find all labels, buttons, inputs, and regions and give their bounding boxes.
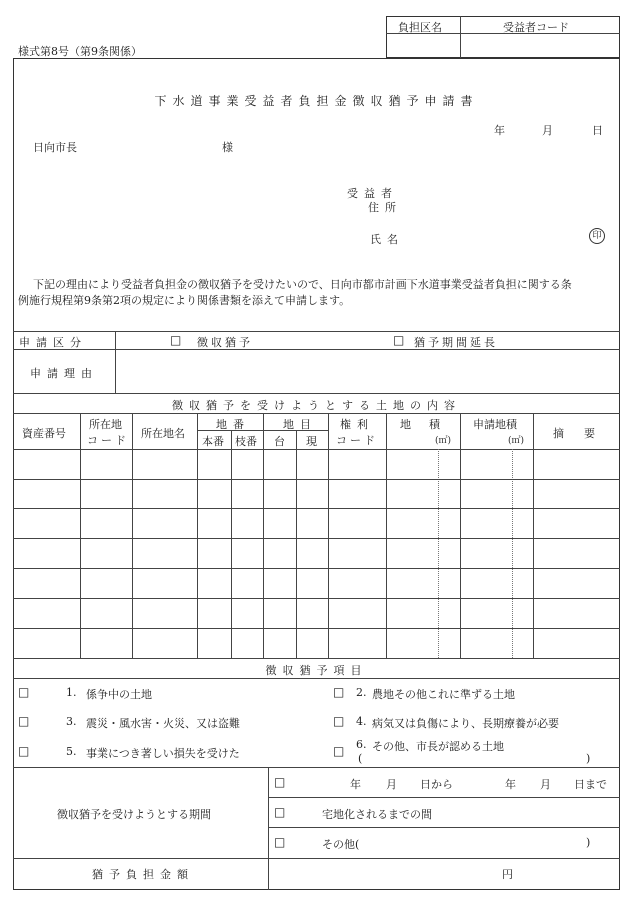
- col-rights-2: コード: [336, 434, 378, 447]
- addressee-honorific: 様: [222, 141, 233, 154]
- item-1-text: 係争中の土地: [86, 688, 152, 701]
- item-2-text: 農地その他これに準ずる土地: [372, 688, 515, 701]
- item-2-number: 2.: [356, 686, 367, 699]
- checkbox-item-4[interactable]: □: [333, 714, 345, 728]
- land-table-row[interactable]: [14, 539, 619, 567]
- period-other-paren-close: ): [586, 836, 591, 849]
- deferred-amount-field[interactable]: [270, 860, 500, 888]
- item-6-paren-close: ): [586, 752, 591, 765]
- checkbox-item-3[interactable]: □: [18, 714, 30, 728]
- land-section-title: 徴収猶予を受けようとする土地の内容: [172, 399, 461, 412]
- col-honban: 本番: [202, 435, 224, 448]
- col-area: 地積: [400, 418, 458, 431]
- checkbox-item-5[interactable]: □: [18, 744, 30, 758]
- col-chimoku: 地目: [283, 418, 317, 431]
- col-area-unit: (㎡): [435, 436, 452, 446]
- applicant-address-label: 住所: [368, 201, 402, 214]
- period-until-residential: 宅地化されるまでの間: [322, 808, 432, 821]
- deferred-amount-unit: 円: [502, 868, 513, 881]
- item-4-text: 病気又は負傷により、長期療養が必要: [372, 717, 559, 730]
- checkbox-item-6[interactable]: □: [333, 744, 345, 758]
- checkbox-extension[interactable]: □: [393, 333, 405, 347]
- checkbox-item-1[interactable]: □: [18, 685, 30, 699]
- land-table-row[interactable]: [14, 569, 619, 597]
- item-3-number: 3.: [66, 715, 77, 728]
- reason-label: 申請理由: [30, 367, 98, 380]
- body-text-line-1: 下記の理由により受益者負担金の徴収猶予を受けたいので、日向市都市計画下水道事業受益者負担に関する条: [33, 278, 572, 291]
- period-from-year: 年: [350, 778, 361, 791]
- form-title: 下水道事業受益者負担金徴収猶予申請書: [154, 94, 479, 108]
- land-table-row[interactable]: [14, 629, 619, 657]
- body-text-line-2: 例施行規程第9条第2項の規定により関係書類を添えて申請します。: [18, 294, 351, 307]
- option-extension: 猶予期間延長: [414, 336, 498, 349]
- header-beneficiary-code-label: 受益者コード: [503, 21, 569, 34]
- checkbox-item-2[interactable]: □: [333, 685, 345, 699]
- land-table-row[interactable]: [14, 509, 619, 537]
- header-district-label: 負担区名: [398, 21, 442, 34]
- date-year: 年: [494, 124, 505, 137]
- form-number: 様式第8号（第9条関係）: [18, 45, 142, 58]
- item-3-text: 震災・風水害・火災、又は盗難: [86, 717, 240, 730]
- col-location-code-2: コード: [87, 434, 129, 447]
- addressee-name: 日向市長: [33, 141, 77, 154]
- checkbox-deferral[interactable]: □: [170, 333, 182, 347]
- period-other-label: その他(: [322, 838, 360, 851]
- applicant-heading: 受益者: [347, 187, 398, 200]
- col-requested-area: 申請地積: [473, 418, 517, 431]
- period-until-day: 日まで: [574, 778, 607, 791]
- col-gen: 現: [306, 435, 317, 448]
- date-day: 日: [592, 124, 603, 137]
- col-edaban: 枝番: [235, 435, 257, 448]
- checkbox-period-dates[interactable]: □: [274, 775, 286, 789]
- item-1-number: 1.: [66, 686, 77, 699]
- period-until-month: 月: [540, 778, 551, 791]
- deferred-amount-label: 猶予負担金額: [92, 868, 194, 881]
- item-6-paren-open: (: [358, 752, 363, 765]
- option-deferral: 徴収猶予: [197, 336, 253, 349]
- col-location-name: 所在地名: [141, 427, 185, 440]
- col-asset-number: 資産番号: [22, 427, 66, 440]
- seal-mark: [589, 228, 605, 244]
- land-table-row[interactable]: [14, 599, 619, 627]
- item-6-detail-field[interactable]: [366, 751, 584, 765]
- land-table-row[interactable]: [14, 480, 619, 508]
- beneficiary-code-field[interactable]: [461, 35, 619, 57]
- period-from-month: 月: [386, 778, 397, 791]
- checkbox-period-other[interactable]: □: [274, 835, 286, 849]
- col-dai: 台: [274, 435, 285, 448]
- reason-field[interactable]: [117, 351, 618, 392]
- item-6-text: その他、市長が認める土地: [372, 740, 504, 753]
- col-requested-area-unit: (㎡): [508, 436, 525, 446]
- district-field[interactable]: [387, 35, 459, 57]
- applicant-name-label: 氏名: [370, 233, 404, 246]
- col-chiban: 地番: [216, 418, 250, 431]
- item-5-text: 事業につき著しい損失を受けた: [86, 747, 240, 760]
- item-4-number: 4.: [356, 715, 367, 728]
- item-5-number: 5.: [66, 745, 77, 758]
- period-until-year: 年: [505, 778, 516, 791]
- checkbox-period-until-residential[interactable]: □: [274, 805, 286, 819]
- items-section-title: 徴収猶予項目: [265, 664, 368, 677]
- col-location-code-1: 所在地: [89, 418, 122, 431]
- application-type-label: 申請区分: [19, 336, 87, 349]
- seal-label: 印: [592, 231, 602, 241]
- col-rights-1: 権利: [340, 418, 374, 431]
- land-table-row[interactable]: [14, 450, 619, 478]
- item-6-number: 6.: [356, 738, 367, 751]
- col-remarks: 摘要: [553, 427, 615, 440]
- period-other-field[interactable]: [372, 834, 582, 850]
- period-from-day: 日から: [420, 778, 453, 791]
- date-month: 月: [542, 124, 553, 137]
- period-label: 徴収猶予を受けようとする期間: [57, 808, 211, 821]
